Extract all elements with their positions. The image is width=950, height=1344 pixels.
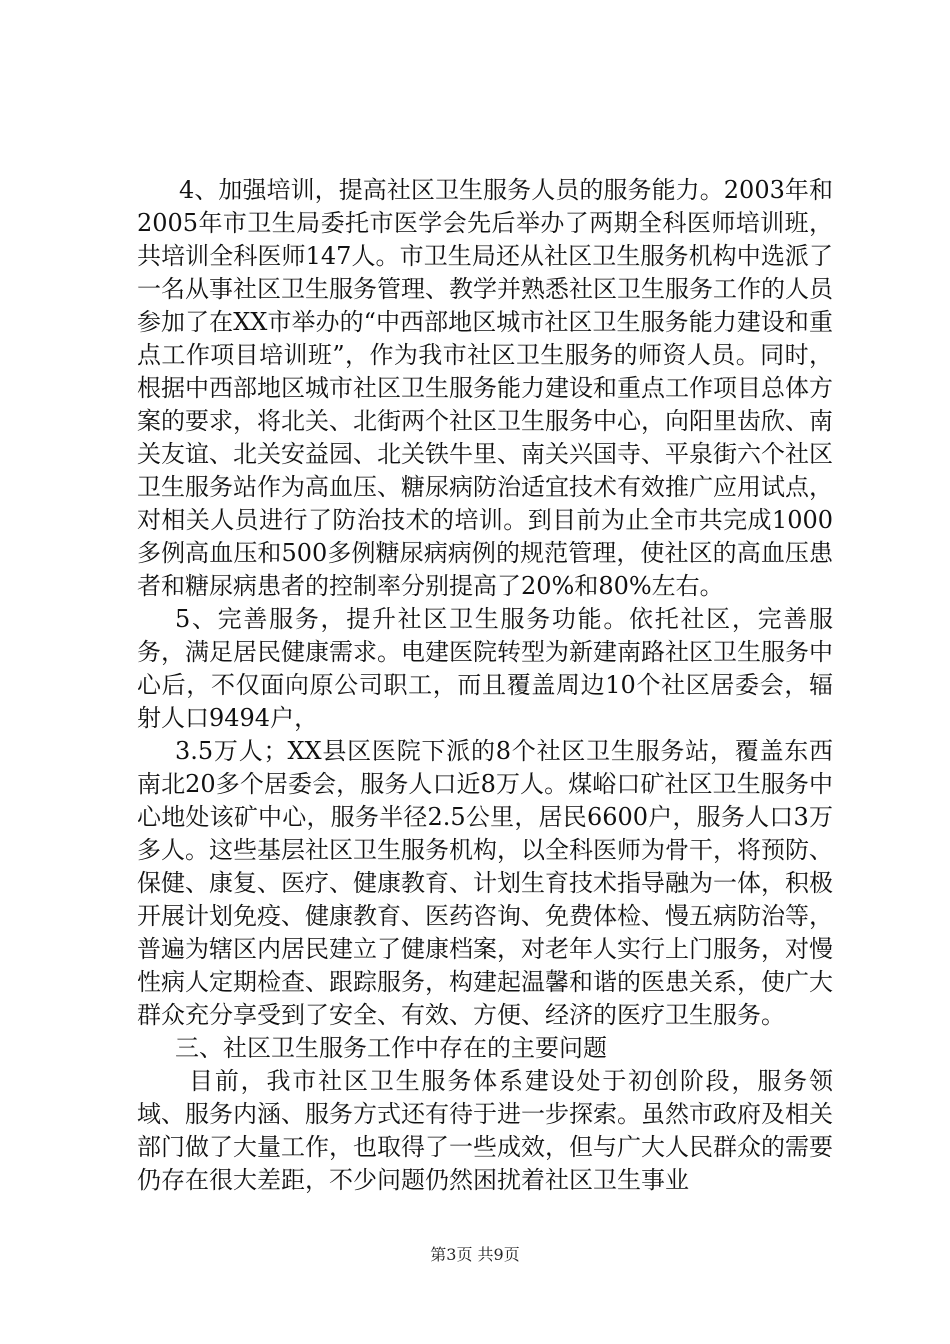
paragraph-service: 5、完善服务，提升社区卫生服务功能。依托社区，完善服务，满足居民健康需求。电建医院转型为新建南路社区卫生服务中心后，不仅面向原公司职工，而且覆盖周边10个社区居委会，辐射人口9494户， — [137, 605, 833, 732]
page-footer: 第3页 共9页 — [430, 1245, 520, 1264]
document-body — [137, 174, 833, 1197]
paragraph-problems: 目前，我市社区卫生服务体系建设处于初创阶段，服务领域、服务内涵、服务方式还有待于进一步探索。虽然市政府及相关部门做了大量工作，也取得了一些成效，但与广大人民群众的需要仍存在很大差距，不少问题仍然困扰着社区卫生事业 — [137, 1067, 833, 1194]
paragraph-training: 4、加强培训，提高社区卫生服务人员的服务能力。2003年和2005年市卫生局委托市医学会先后举办了两期全科医师培训班，共培训全科医师147人。市卫生局还从社区卫生服务机构中选派了一名从事社区卫生服务管理、教学并熟悉社区卫生服务工作的人员参加了在XX市举办的“中西部地区城市社区卫生服务能力建设和重点工作项目培训班”，作为我市社区卫生服务的师资人员。同时，根据中西部地区城市社区卫生服务能力建设和重点工作项目总体方案的要求，将北关、北街两个社区卫生服务中心，向阳里齿欣、南关友谊、北关安益园、北关铁牛里、南关兴国寺、平泉街六个社区卫生服务站作为高血压、糖尿病防治适宜技术有效推广应用试点，对相关人员进行了防治技术的培训。到目前为止全市共完成1000多例高血压和500多例糖尿病病例的规范管理，使社区的高血压患者和糖尿病患者的控制率分别提高了20%和80%左右。 — [137, 176, 833, 600]
section-heading-problems: 三、社区卫生服务工作中存在的主要问题 — [175, 1034, 607, 1062]
paragraph-service-continued: 3.5万人；XX县区医院下派的8个社区卫生服务站，覆盖东西南北20多个居委会，服务人口近8万人。煤峪口矿社区卫生服务中心地处该矿中心，服务半径2.5公里，居民6600户，服务人口3万多人。这些基层社区卫生服务机构，以全科医师为骨干，将预防、保健、康复、医疗、健康教育、计划生育技术指导融为一体，积极开展计划免疫、健康教育、医药咨询、免费体检、慢五病防治等，普遍为辖区内居民建立了健康档案，对老年人实行上门服务，对慢性病人定期检查、跟踪服务，构建起温馨和谐的医患关系，使广大群众充分享受到了安全、有效、方便、经济的医疗卫生服务。 — [137, 737, 833, 1029]
